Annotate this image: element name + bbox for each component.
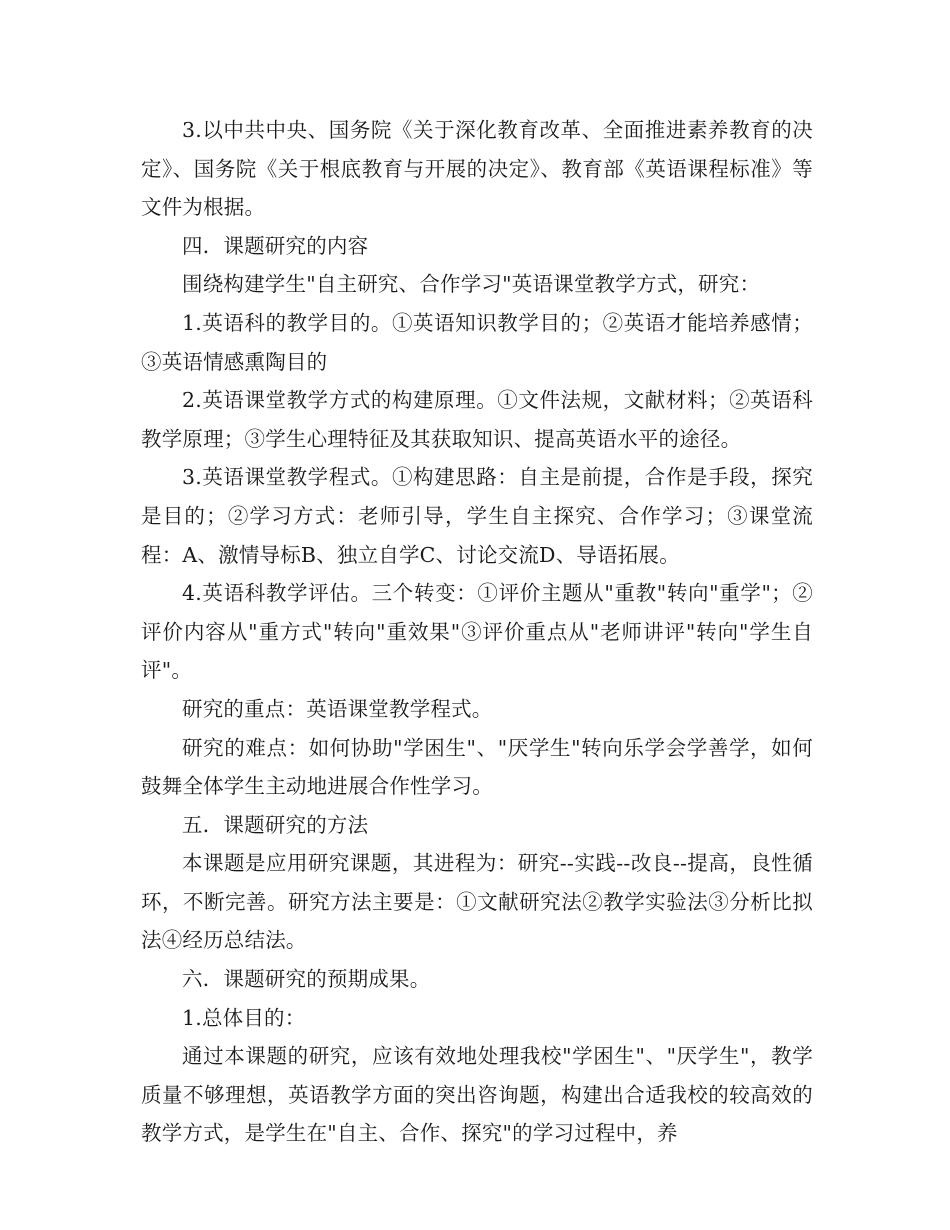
heading-section-6: 六．课题研究的预期成果。 <box>182 967 431 992</box>
paragraph-key-point: 研究的重点：英语课堂教学程式。 <box>182 696 493 721</box>
paragraph-difficulty: 研究的难点：如何协助"学困生"、"厌学生"转向乐学会学善学，如何鼓舞全体学生主动地进展合作性学习。 <box>141 735 813 799</box>
paragraph-method: 本课题是应用研究课题，其进程为：研究--实践--改良--提高，良性循环，不断完善。研究方法主要是：①文献研究法②教学实验法③分析比拟法④经历总结法。 <box>141 851 813 953</box>
paragraph-item-4: 4.英语科教学评估。三个转变：①评价主题从"重教"转向"重学"；②评价内容从"重方式"转向"重效果"③评价重点从"老师讲评"转向"学生自评"。 <box>141 581 813 683</box>
heading-section-4: 四．课题研究的内容 <box>182 233 369 258</box>
paragraph-goal-text: 通过本课题的研究，应该有效地处理我校"学困生"、"厌学生"，教学质量不够理想，英语教学方面的突出咨询题，构建出合适我校的较高效的教学方式，是学生在"自主、合作、探究"的学习过程中，养 <box>141 1044 813 1146</box>
paragraph-item-2: 2.英语课堂教学方式的构建原理。①文件法规，文献材料；②英语科教学原理；③学生心理特征及其获取知识、提高英语水平的途径。 <box>141 388 813 451</box>
paragraph-item-3: 3.英语课堂教学程式。①构建思路：自主是前提，合作是手段，探究是目的；②学习方式：老师引导，学生自主探究、合作学习；③课堂流程：A、激情导标B、独立自学C、讨论交流D、导语拓展。 <box>141 465 813 567</box>
heading-section-5: 五．课题研究的方法 <box>182 812 369 837</box>
paragraph-research-intro: 围绕构建学生"自主研究、合作学习"英语课堂教学方式，研究： <box>182 272 761 297</box>
paragraph-goal-heading: 1.总体目的： <box>182 1005 306 1030</box>
paragraph-item-1: 1.英语科的教学目的。①英语知识教学目的；②英语才能培养感情；③英语情感熏陶目的 <box>141 310 813 374</box>
document-body <box>141 111 813 1153</box>
paragraph-basis: 3.以中共中央、国务院《关于深化教育改革、全面推进素养教育的决定》、国务院《关于根底教育与开展的决定》、教育部《英语课程标准》等文件为根据。 <box>141 118 813 220</box>
